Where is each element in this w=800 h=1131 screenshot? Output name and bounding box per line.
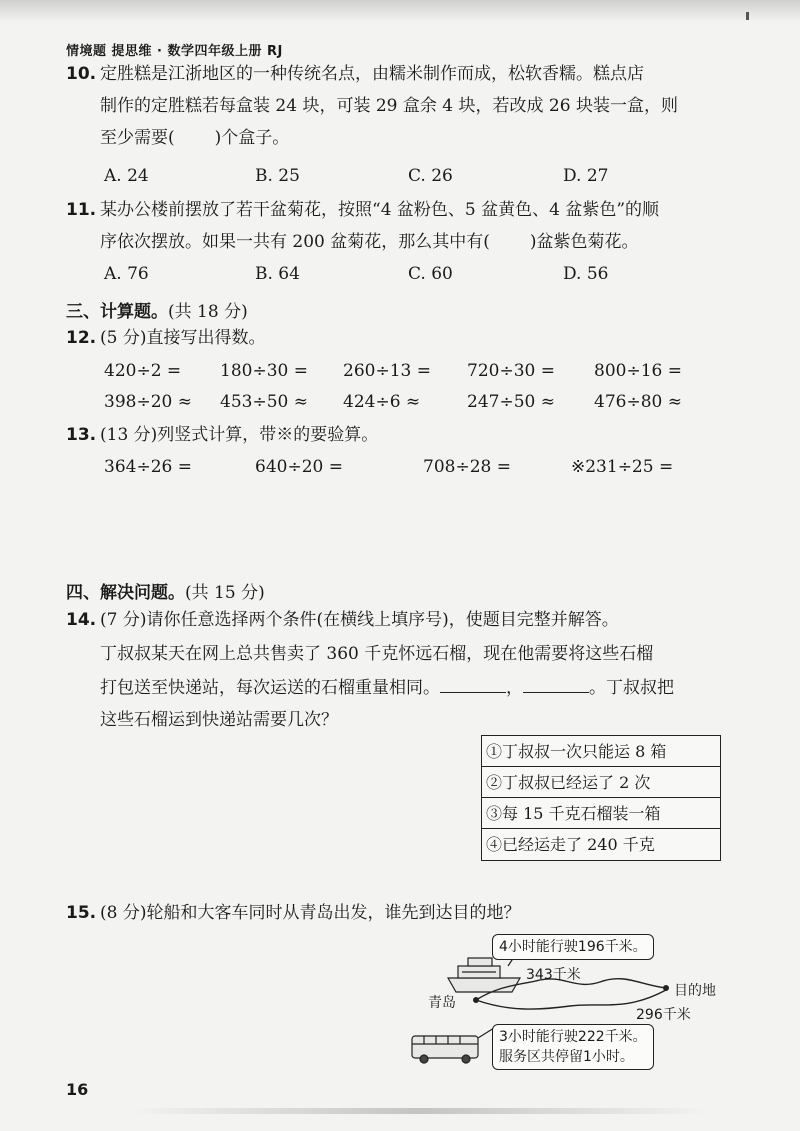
q10-option-b[interactable]: B. 25 [255,166,300,186]
calc-item: 720÷30 = [467,361,555,381]
question-14-number: 14. [66,610,97,630]
calc-item: 453÷50 ≈ [220,392,308,412]
q10-option-a[interactable]: A. 24 [104,166,149,186]
q10-option-c[interactable]: C. 26 [408,166,453,186]
ship-callout: 4小时能行驶196千米。 [492,934,654,960]
origin-label: 青岛 [428,995,456,1011]
question-11-line1: 11. 某办公楼前摆放了若干盆菊花，按照“4 盆粉色、5 盆黄色、4 盆紫色”的顺 [66,194,659,226]
calc-item: 364÷26 = [104,457,192,477]
calc-item: 424÷6 ≈ [343,392,421,412]
question-15-prompt: 15. (8 分)轮船和大客车同时从青岛出发，谁先到达目的地？ [66,897,520,929]
question-10-line1: 10. 定胜糕是江浙地区的一种传统名点，由糯米制作而成，松软香糯。糕点店 [66,58,644,90]
question-11-line2: 序依次摆放。如果一共有 200 盆菊花，那么其中有( )盆紫色菊花。 [100,232,639,252]
q11-option-d[interactable]: D. 56 [563,264,609,284]
question-10-line3: 至少需要( )个盒子。 [100,128,290,148]
calc-item: 247÷50 ≈ [467,392,555,412]
question-15-number: 15. [66,903,97,923]
question-12-number: 12. [66,328,97,348]
condition-blank-2[interactable] [523,676,589,693]
bus-callout: 3小时能行驶222千米。 服务区共停留1小时。 [492,1024,654,1070]
question-10-number: 10. [66,64,97,84]
calc-item: 420÷2 = [104,361,182,381]
question-10-line2: 制作的定胜糕若每盒装 24 块，可装 29 盒余 4 块，若改成 26 块装一盒，则 [100,96,678,116]
condition-4: ④已经运走了 240 千克 [486,835,655,854]
ship-icon [448,958,520,992]
q11-option-a[interactable]: A. 76 [104,264,149,284]
question-14-line3: 打包送至快递站，每次运送的石榴重量相同。 ， 。丁叔叔把 [100,678,674,698]
calc-item: 476÷80 ≈ [594,392,682,412]
question-13-prompt: 13. (13 分)列竖式计算，带※的要验算。 [66,419,378,451]
question-14-line4: 这些石榴运到快递站需要几次？ [100,710,338,730]
section-3-heading: 三、计算题。(共 18 分) [66,302,248,322]
question-14-line1: 14. (7 分)请你任意选择两个条件(在横线上填序号)，使题目完整并解答。 [66,604,619,636]
condition-blank-1[interactable] [440,676,506,693]
bus-icon [412,1036,478,1063]
destination-label: 目的地 [674,983,716,999]
question-11-number: 11. [66,200,97,220]
calc-item: 180÷30 = [220,361,308,381]
scan-mark [746,12,749,20]
road-distance-label: 296千米 [636,1007,691,1023]
calc-item: 800÷16 = [594,361,682,381]
calc-item: 398÷20 ≈ [104,392,192,412]
calc-item: ※231÷25 = [571,457,674,477]
condition-2: ②丁叔叔已经运了 2 次 [482,767,720,798]
q10-option-d[interactable]: D. 27 [563,166,609,186]
q11-option-b[interactable]: B. 64 [255,264,300,284]
calc-item: 260÷13 = [343,361,431,381]
q11-option-c[interactable]: C. 60 [408,264,453,284]
scan-shadow-top [0,0,800,22]
calc-item: 708÷28 = [423,457,511,477]
question-14-line2: 丁叔叔某天在网上总共售卖了 360 千克怀远石榴，现在他需要将这些石榴 [100,644,654,664]
page-number: 16 [66,1080,89,1099]
scan-shadow-bottom [130,1108,710,1114]
page-header: 情境题 提思维 · 数学四年级上册 RJ [66,44,283,59]
conditions-box [481,735,721,861]
question-12-prompt: 12. (5 分)直接写出得数。 [66,322,265,354]
section-4-heading: 四、解决问题。(共 15 分) [66,583,265,603]
ship-distance-label: 343千米 [526,967,581,983]
condition-1: ①丁叔叔一次只能运 8 箱 [482,736,720,767]
question-13-number: 13. [66,425,97,445]
condition-3: ③每 15 千克石榴装一箱 [482,798,720,829]
calc-item: 640÷20 = [255,457,343,477]
